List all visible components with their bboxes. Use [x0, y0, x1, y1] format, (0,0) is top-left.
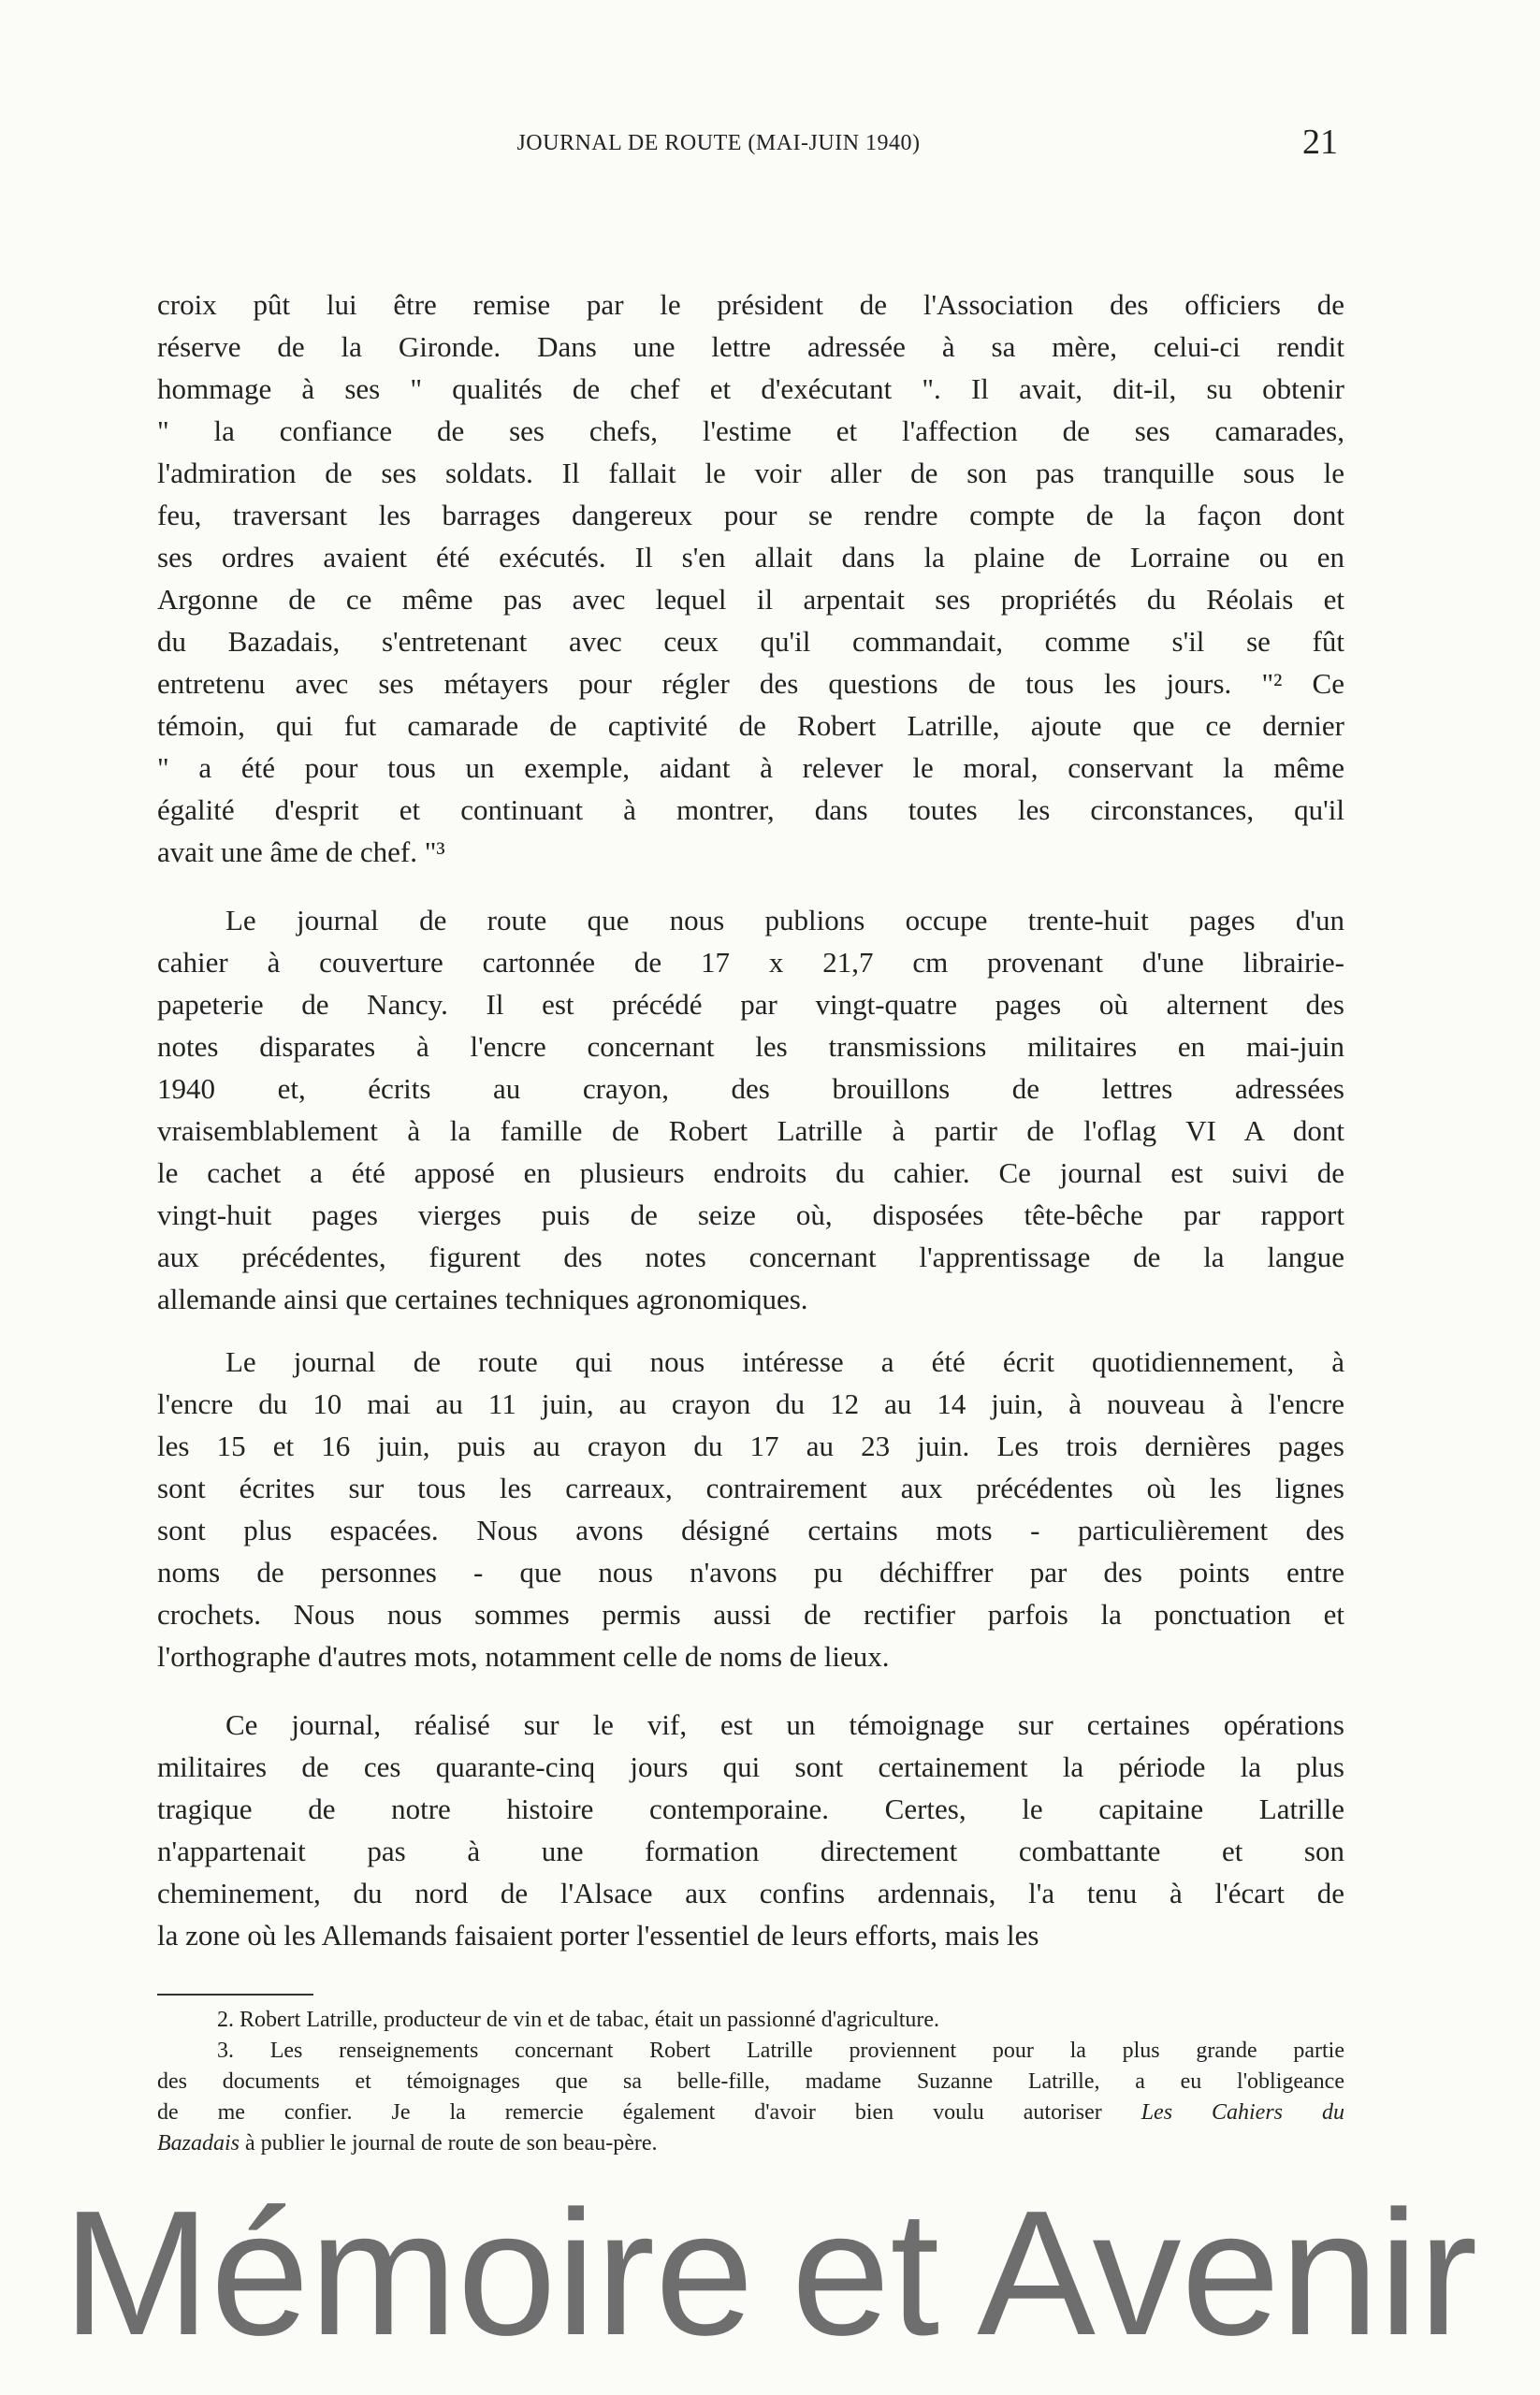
- text-line: entretenu avec ses métayers pour régler des questions de tous les jours. "² Ce: [157, 667, 1344, 700]
- text-line: la zone où les Allemands faisaient porter l'essentiel de leurs efforts, mais les: [157, 1919, 1039, 1952]
- text-line: l'admiration de ses soldats. Il fallait le voir aller de son pas tranquille sous le: [157, 457, 1344, 489]
- text-line: [157, 2067, 1344, 2097]
- text-line: tragique de notre histoire contemporaine. Certes, le capitaine Latrille: [157, 1793, 1344, 1825]
- text-line: l'orthographe d'autres mots, notamment celle de noms de lieux.: [157, 1640, 890, 1673]
- text-line: notes disparates à l'encre concernant les transmissions militaires en mai-juin: [157, 1030, 1344, 1063]
- watermark-et: et: [791, 2174, 940, 2373]
- footnote-separator: [157, 1994, 313, 1996]
- text-line: sont écrites sur tous les carreaux, contrairement aux précédentes où les lignes: [157, 1472, 1344, 1504]
- footnote-2: [157, 2005, 1344, 2036]
- text-line: réserve de la Gironde. Dans une lettre adressée à sa mère, celui-ci rendit: [157, 330, 1344, 363]
- text-line: hommage à ses " qualités de chef et d'exécutant ". Il avait, dit-il, su obtenir: [157, 372, 1344, 405]
- text-line: croix pût lui être remise par le président de l'Association des officiers de: [157, 288, 1344, 321]
- text-line: égalité d'esprit et continuant à montrer, dans toutes les circonstances, qu'il: [157, 793, 1344, 826]
- text-line: feu, traversant les barrages dangereux pour se rendre compte de la façon dont: [157, 499, 1344, 531]
- text-line: le cachet a été apposé en plusieurs endroits du cahier. Ce journal est suivi de: [157, 1156, 1344, 1189]
- text-line: allemande ainsi que certaines techniques agronomiques.: [157, 1283, 808, 1315]
- watermark-avenir: Avenir: [977, 2174, 1478, 2373]
- footnote-text: des documents et témoignages que sa belle-fille, madame Suzanne Latrille, a eu l'obligeance: [157, 2069, 1344, 2094]
- text-line: ses ordres avaient été exécutés. Il s'en allait dans la plaine de Lorraine ou en: [157, 541, 1344, 573]
- text-line: crochets. Nous nous sommes permis aussi de rectifier parfois la ponctuation et: [157, 1598, 1344, 1631]
- watermark: [0, 2174, 1540, 2373]
- text-line: les 15 et 16 juin, puis au crayon du 17 au 23 juin. Les trois dernières pages: [157, 1430, 1344, 1462]
- text-line: cheminement, du nord de l'Alsace aux confins ardennais, l'a tenu à l'écart de: [157, 1877, 1344, 1909]
- text-line: [157, 2005, 1344, 2036]
- footnote-text: à publier le journal de route de son beau-père.: [240, 2131, 658, 2156]
- text-line: sont plus espacées. Nous avons désigné certains mots - particulièrement des: [157, 1514, 1344, 1546]
- footnotes: [157, 2005, 1344, 2159]
- paragraph-4: [157, 1704, 1344, 1956]
- italic-title: Les Cahiers du: [1140, 2100, 1344, 2125]
- watermark-memoire: Mémoire: [62, 2174, 754, 2373]
- text-line: aux précédentes, figurent des notes concernant l'apprentissage de la langue: [157, 1241, 1344, 1273]
- text-line: n'appartenait pas à une formation directement combattante et son: [157, 1835, 1344, 1867]
- text-line: Argonne de ce même pas avec lequel il arpentait ses propriétés du Réolais et: [157, 583, 1344, 616]
- italic-title: Bazadais: [157, 2131, 240, 2156]
- text-line: [157, 2097, 1344, 2128]
- text-line: papeterie de Nancy. Il est précédé par vingt-quatre pages où alternent des: [157, 988, 1344, 1021]
- text-line: " a été pour tous un exemple, aidant à relever le moral, conservant la même: [157, 751, 1344, 784]
- text-line: vingt-huit pages vierges puis de seize où, disposées tête-bêche par rapport: [157, 1198, 1344, 1231]
- footnote-text: de me confier. Je la remercie également d'avoir bien voulu autoriser: [157, 2100, 1141, 2125]
- footnote-text: 3. Les renseignements concernant Robert Latrille proviennent pour la plus grande partie: [217, 2039, 1344, 2063]
- text-line: noms de personnes - que nous n'avons pu déchiffrer par des points entre: [157, 1556, 1344, 1589]
- paragraph-3: [157, 1341, 1344, 1677]
- text-line: cahier à couverture cartonnée de 17 x 21,7 cm provenant d'une librairie-: [157, 946, 1344, 979]
- text-line: l'encre du 10 mai au 11 juin, au crayon du 12 au 14 juin, à nouveau à l'encre: [157, 1387, 1344, 1420]
- text-line: avait une âme de chef. "³: [157, 835, 445, 868]
- text-line: " la confiance de ses chefs, l'estime et l'affection de ses camarades,: [157, 414, 1344, 447]
- text-line: [157, 2128, 1344, 2159]
- paragraph-2: [157, 899, 1344, 1320]
- text-line: Ce journal, réalisé sur le vif, est un témoignage sur certaines opérations: [225, 1708, 1344, 1741]
- running-title: JOURNAL DE ROUTE (MAI-JUIN 1940): [516, 131, 921, 155]
- text-line: [157, 2036, 1344, 2067]
- text-line: Le journal de route que nous publions occupe trente-huit pages d'un: [225, 904, 1344, 936]
- text-line: du Bazadais, s'entretenant avec ceux qu'il commandait, comme s'il se fût: [157, 625, 1344, 658]
- page-number: 21: [1302, 123, 1338, 162]
- text-line: témoin, qui fut camarade de captivité de Robert Latrille, ajoute que ce dernier: [157, 709, 1344, 742]
- text-line: Le journal de route qui nous intéresse a été écrit quotidiennement, à: [225, 1345, 1344, 1378]
- text-line: 1940 et, écrits au crayon, des brouillons de lettres adressées: [157, 1072, 1344, 1105]
- footnote-text: 2. Robert Latrille, producteur de vin et de tabac, était un passionné d'agriculture.: [217, 2008, 940, 2032]
- footnote-3: [157, 2036, 1344, 2159]
- text-line: militaires de ces quarante-cinq jours qui sont certainement la période la plus: [157, 1750, 1344, 1783]
- paragraph-1: [157, 283, 1344, 873]
- text-line: vraisemblablement à la famille de Robert Latrille à partir de l'oflag VI A dont: [157, 1114, 1344, 1147]
